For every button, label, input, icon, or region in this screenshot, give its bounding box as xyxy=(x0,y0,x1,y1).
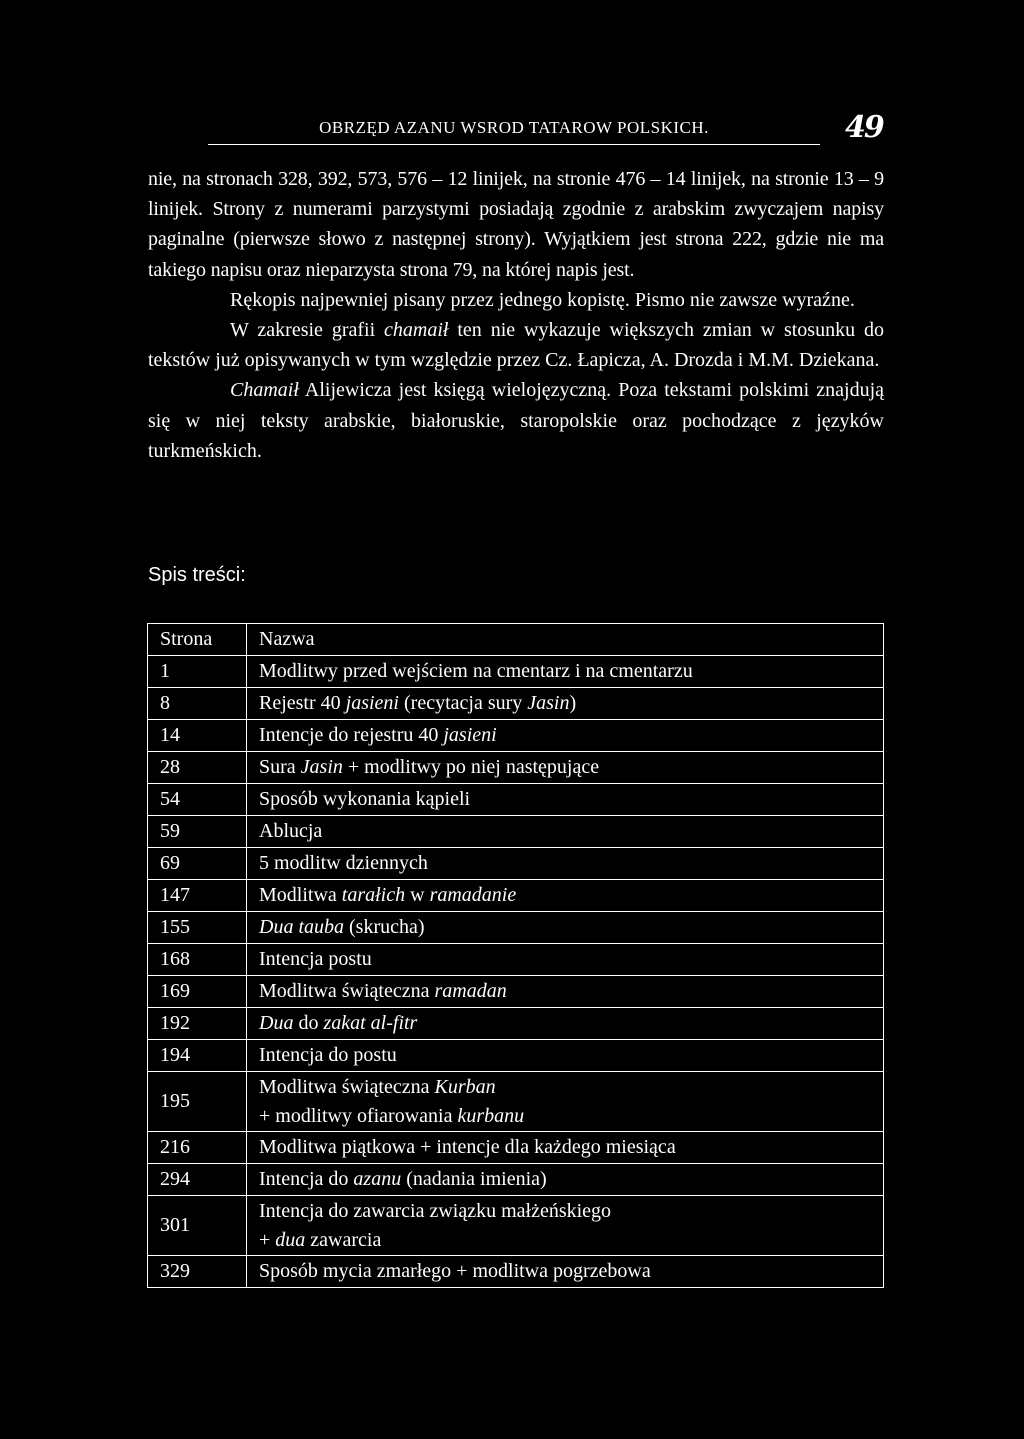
toc-page-cell: 155 xyxy=(148,912,247,944)
toc-title-cell xyxy=(247,848,884,880)
italic-term: kurbanu xyxy=(457,1104,525,1127)
title-text: Modlitwa świąteczna xyxy=(259,1075,435,1098)
toc-title-cell xyxy=(247,720,884,752)
table-row xyxy=(148,1008,884,1040)
italic-term: tarałich xyxy=(341,884,406,906)
italic-term: chamaił xyxy=(384,319,449,342)
toc-title-cell xyxy=(247,752,884,784)
title-text: (skrucha) xyxy=(344,916,425,938)
table-row xyxy=(148,720,884,752)
toc-heading: Spis treści: xyxy=(148,564,246,586)
running-header xyxy=(208,116,820,145)
table-row xyxy=(148,944,884,976)
toc-title-cell xyxy=(247,1196,884,1256)
toc-page-cell: 195 xyxy=(148,1072,247,1132)
toc-title-cell xyxy=(247,816,884,848)
toc-page-cell: 169 xyxy=(148,976,247,1008)
title-text: + modlitwy ofiarowania xyxy=(259,1104,458,1127)
paragraph xyxy=(148,375,884,466)
table-row xyxy=(148,880,884,912)
toc-page-cell: 59 xyxy=(148,816,247,848)
paragraph-text: W zakresie grafii xyxy=(230,319,385,342)
italic-term: Dua tauba xyxy=(259,916,344,938)
title-text: Sposób mycia zmarłego + modlitwa pogrzebowa xyxy=(259,1260,651,1282)
running-header-title: OBRZĘD AZANU WSROD TATAROW POLSKICH. xyxy=(319,118,709,137)
title-text: 5 modlitw dziennych xyxy=(259,852,428,874)
toc-title-cell xyxy=(247,688,884,720)
toc-page-cell: 1 xyxy=(148,656,247,688)
toc-title-cell xyxy=(247,1008,884,1040)
toc-page-cell: 294 xyxy=(148,1164,247,1196)
toc-page-cell: 192 xyxy=(148,1008,247,1040)
table-row xyxy=(148,1040,884,1072)
table-row xyxy=(148,784,884,816)
title-text: ) xyxy=(569,692,577,714)
title-text: Intencja do postu xyxy=(259,1044,397,1066)
italic-term: Jasin xyxy=(527,692,570,714)
title-text: Ablucja xyxy=(259,820,323,842)
table-row xyxy=(148,976,884,1008)
toc-body xyxy=(148,656,884,1288)
toc-title-cell xyxy=(247,880,884,912)
page-number: 49 xyxy=(845,110,883,145)
toc-page-cell: 301 xyxy=(148,1196,247,1256)
toc-table xyxy=(147,623,884,1288)
title-text: w xyxy=(405,884,430,906)
table-row xyxy=(148,848,884,880)
italic-term: Chamaił xyxy=(230,379,299,402)
italic-term: ramadan xyxy=(434,980,507,1002)
toc-title-cell xyxy=(247,1072,884,1132)
title-text: + modlitwy po niej następujące xyxy=(342,756,600,778)
toc-page-cell: 14 xyxy=(148,720,247,752)
table-row xyxy=(148,752,884,784)
italic-term: Dua xyxy=(259,1012,294,1034)
toc-title-cell xyxy=(247,784,884,816)
italic-term: jasieni xyxy=(443,724,497,746)
table-row xyxy=(148,1072,884,1132)
table-row xyxy=(148,688,884,720)
toc-title-cell xyxy=(247,1040,884,1072)
title-text: Modlitwa xyxy=(259,884,342,906)
title-text: Modlitwa świąteczna xyxy=(259,980,435,1002)
table-row xyxy=(148,1132,884,1164)
italic-term: Jasin xyxy=(300,756,343,778)
title-text: Intencja do zawarcia związku małżeńskiego xyxy=(259,1199,612,1222)
paragraph: Rękopis najpewniej pisany przez jednego kopistę. Pismo nie zawsze wyraźne. xyxy=(230,288,855,311)
toc-title-cell xyxy=(247,1164,884,1196)
table-row xyxy=(148,816,884,848)
title-text: Rejestr 40 xyxy=(259,692,346,714)
title-text: Sposób wykonania kąpieli xyxy=(259,788,471,810)
italic-term: azanu xyxy=(353,1168,402,1190)
toc-page-cell: 194 xyxy=(148,1040,247,1072)
body-text xyxy=(148,164,884,466)
title-text: zawarcia xyxy=(305,1228,382,1251)
title-text: Modlitwa piątkowa + intencje dla każdego miesiąca xyxy=(259,1136,676,1158)
toc-page-cell: 168 xyxy=(148,944,247,976)
toc-title-cell xyxy=(247,912,884,944)
title-text: Sura xyxy=(259,756,301,778)
toc-title-cell xyxy=(247,944,884,976)
toc-page-cell: 8 xyxy=(148,688,247,720)
title-text: Intencje do rejestru 40 xyxy=(259,724,444,746)
italic-term: dua xyxy=(275,1228,306,1251)
title-text: (nadania imienia) xyxy=(401,1168,547,1190)
toc-page-cell: 69 xyxy=(148,848,247,880)
toc-page-cell: 147 xyxy=(148,880,247,912)
paragraph-text: ten nie wykazuje większych zmian w stosunku do tekstów już opisywanych w tym względzie przez Cz. Łapicza, A. Drozda i M.M. Dziekana. xyxy=(148,319,884,372)
title-text: Intencja do xyxy=(259,1168,354,1190)
toc-title-cell xyxy=(247,1132,884,1164)
paragraph xyxy=(148,315,884,375)
table-row xyxy=(148,1196,884,1256)
toc-page-cell: 216 xyxy=(148,1132,247,1164)
italic-term: Kurban xyxy=(434,1075,496,1098)
toc-page-cell: 54 xyxy=(148,784,247,816)
title-text: Modlitwy przed wejściem na cmentarz i na cmentarzu xyxy=(259,660,693,682)
title-text: do xyxy=(293,1012,324,1034)
toc-title-cell xyxy=(247,1256,884,1288)
italic-term: jasieni xyxy=(345,692,399,714)
table-row xyxy=(148,1256,884,1288)
toc-page-cell: 329 xyxy=(148,1256,247,1288)
toc-title-cell xyxy=(247,976,884,1008)
table-row xyxy=(148,1164,884,1196)
column-header-title: Nazwa xyxy=(247,624,884,656)
title-text: (recytacja sury xyxy=(399,692,528,714)
toc-header-row xyxy=(148,624,884,656)
table-row xyxy=(148,656,884,688)
title-text: + xyxy=(259,1228,276,1251)
table-row xyxy=(148,912,884,944)
paragraph-text: Alijewicza jest księgą wielojęzyczną. Poza tekstami polskimi znajdują się w niej teksty arabskie, białoruskie, staropolskie oraz pochodzące z języków turkmeńskich. xyxy=(148,379,884,462)
paragraph: nie, na stronach 328, 392, 573, 576 – 12 linijek, na stronie 476 – 14 linijek, na stronie 13 – 9 linijek. Strony z numerami parzystymi posiadają zgodnie z arabskim zwyczajem napisy paginalne (pierwsze słowo z następnej strony). Wyjątkiem jest strona 222, gdzie nie ma takiego napisu oraz nieparzysta strona 79, na której napis jest. xyxy=(148,168,884,281)
toc-title-cell xyxy=(247,656,884,688)
title-text: Intencja postu xyxy=(259,948,372,970)
column-header-page: Strona xyxy=(148,624,247,656)
italic-term: zakat al-fitr xyxy=(323,1012,418,1034)
toc-page-cell: 28 xyxy=(148,752,247,784)
italic-term: ramadanie xyxy=(429,884,517,906)
